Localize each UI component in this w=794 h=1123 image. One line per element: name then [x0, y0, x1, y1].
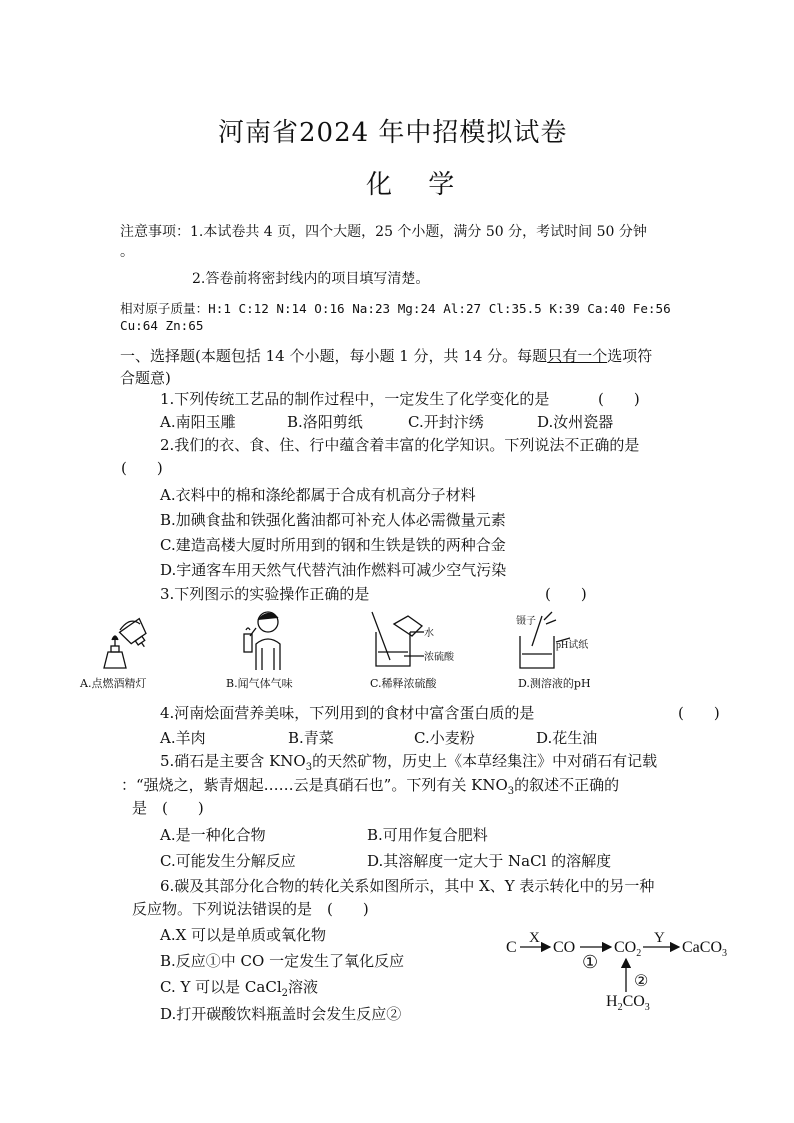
q3-label-tweezers: 镊子	[516, 616, 536, 627]
atomic-mass-line-1: 相对原子质量：H:1 C:12 N:14 O:16 Na:23 Mg:24 Al:27 Cl:35.5 K:39 Ca:40 Fe:56	[120, 301, 671, 316]
q1-option-b: B.洛阳剪纸	[287, 413, 363, 431]
q2-option-a: A.衣料中的棉和涤纶都属于合成有机高分子材料	[160, 486, 476, 504]
diagram-c: C	[506, 939, 517, 956]
q5-line2-sub-3: 3	[507, 786, 515, 797]
q6-stem: 6.碳及其部分化合物的转化关系如图所示，其中 X、Y 表示转化中的另一种	[160, 877, 655, 895]
diagram-co2: $CO_2$	[614, 939, 642, 959]
diagram-y-label: Y	[654, 930, 665, 946]
section-heading	[120, 345, 652, 366]
q5-stem	[160, 750, 657, 773]
q5-sub-3: 3	[305, 762, 313, 773]
q5-line2-b: 的叙述不正确的	[514, 776, 620, 794]
q6-stem-line-2: 反应物。下列说法错误的是 ( )	[132, 900, 369, 918]
exam-title: 河南省2024 年中招模拟试卷	[218, 118, 568, 148]
q3-label-acid: 浓硫酸	[424, 652, 454, 663]
q2-option-b: B.加碘食盐和铁强化酱油都可补充人体必需微量元素	[160, 511, 506, 529]
q5-stem-b: 的天然矿物，历史上《本草经集注》中对硝石有记载	[312, 752, 658, 770]
q5-option-b: B.可用作复合肥料	[367, 826, 488, 844]
q1-option-a: A.南阳玉雕	[160, 413, 236, 431]
q6-option-b: B.反应①中 CO 一定发生了氧化反应	[160, 952, 405, 970]
q1-option-d: D.汝州瓷器	[537, 413, 614, 431]
q3-stem: 3.下列图示的实验操作正确的是	[160, 585, 370, 603]
diagram-reaction-2: ②	[634, 973, 649, 990]
diagram-x-label: X	[529, 930, 540, 946]
q1-stem: 1.下列传统工艺品的制作过程中，一定发生了化学变化的是	[160, 390, 550, 408]
carbon-conversion-diagram	[498, 922, 748, 1017]
q6-option-c-b: 溶液	[288, 978, 319, 996]
diagram-caco3: CaCO$_3$	[682, 939, 727, 959]
notes-line-1: 注意事项：1.本试卷共 4 页，四个大题，25 个小题，满分 50 分，考试时间 50 分钟	[120, 224, 647, 240]
q3-caption-d: D.测溶液的pH	[518, 677, 591, 690]
q1-option-c: C.开封汴绣	[408, 413, 484, 431]
q3-figure-c	[366, 608, 466, 672]
q2-answer-paren: ( )	[121, 459, 163, 477]
q6-option-a: A.X 可以是单质或氧化物	[160, 926, 327, 944]
diagram-h2co3: $H_2CO_3$	[606, 993, 650, 1013]
q4-option-d: D.花生油	[536, 729, 598, 747]
q5-stem-a: 5.硝石是主要含 KNO	[160, 752, 306, 770]
q3-figure-b	[236, 604, 292, 672]
section-heading-text-b: 选项符	[607, 347, 653, 365]
q3-figure-a	[90, 608, 160, 672]
atomic-mass-line-2: Cu:64 Zn:65	[120, 318, 204, 333]
q2-option-d: D.宇通客车用天然气代替汽油作燃料可减少空气污染	[160, 561, 507, 579]
q3-answer-paren: ( )	[545, 585, 587, 603]
q6-option-d: D.打开碳酸饮料瓶盖时会发生反应②	[160, 1005, 402, 1023]
q4-option-b: B.青菜	[288, 729, 334, 747]
q6-option-c-a: C. Y 可以是 CaCl	[160, 978, 282, 996]
q4-option-a: A.羊肉	[160, 729, 206, 747]
q5-stem-line-2	[121, 774, 619, 797]
section-heading-underlined: 只有一个	[547, 347, 608, 365]
q3-label-ph-paper: pH试纸	[556, 640, 589, 651]
q3-caption-b: B.闻气体气味	[226, 677, 293, 690]
q3-label-water: 水	[424, 628, 434, 639]
q5-option-d: D.其溶解度一定大于 NaCl 的溶解度	[367, 852, 612, 870]
q5-option-c: C.可能发生分解反应	[160, 852, 296, 870]
q3-figure-d	[512, 610, 612, 672]
section-heading-cont: 合题意)	[120, 369, 171, 387]
notes-line-2: 2.答卷前将密封线内的项目填写清楚。	[192, 271, 430, 287]
q5-line2-a: ：“强烧之，紫青烟起……云是真硝石也”。下列有关 KNO	[121, 776, 508, 794]
diagram-co: CO	[553, 939, 576, 956]
q6-option-c	[160, 976, 318, 999]
q4-stem: 4.河南烩面营养美味，下列用到的食材中富含蛋白质的是	[160, 704, 535, 722]
q6-option-c-sub: 2	[281, 988, 288, 999]
q5-stem-line-3: 是 ( )	[132, 799, 204, 817]
q4-option-c: C.小麦粉	[414, 729, 475, 747]
section-heading-text-a: 一、选择题(本题包括 14 个小题，每小题 1 分，共 14 分。每题	[120, 347, 548, 365]
diagram-reaction-1: ①	[582, 952, 599, 972]
notes-line-1-tail: 。	[120, 244, 134, 260]
q2-option-c: C.建造高楼大厦时所用到的钢和生铁是铁的两种合金	[160, 536, 506, 554]
q2-stem: 2.我们的衣、食、住、行中蕴含着丰富的化学知识。下列说法不正确的是	[160, 436, 640, 454]
subject-title: 化 学	[366, 170, 469, 200]
q1-answer-paren: ( )	[598, 390, 640, 408]
q3-caption-c: C.稀释浓硫酸	[370, 677, 437, 690]
q4-answer-paren: ( )	[678, 704, 720, 722]
q5-option-a: A.是一种化合物	[160, 826, 266, 844]
q3-caption-a: A.点燃酒精灯	[80, 677, 147, 690]
